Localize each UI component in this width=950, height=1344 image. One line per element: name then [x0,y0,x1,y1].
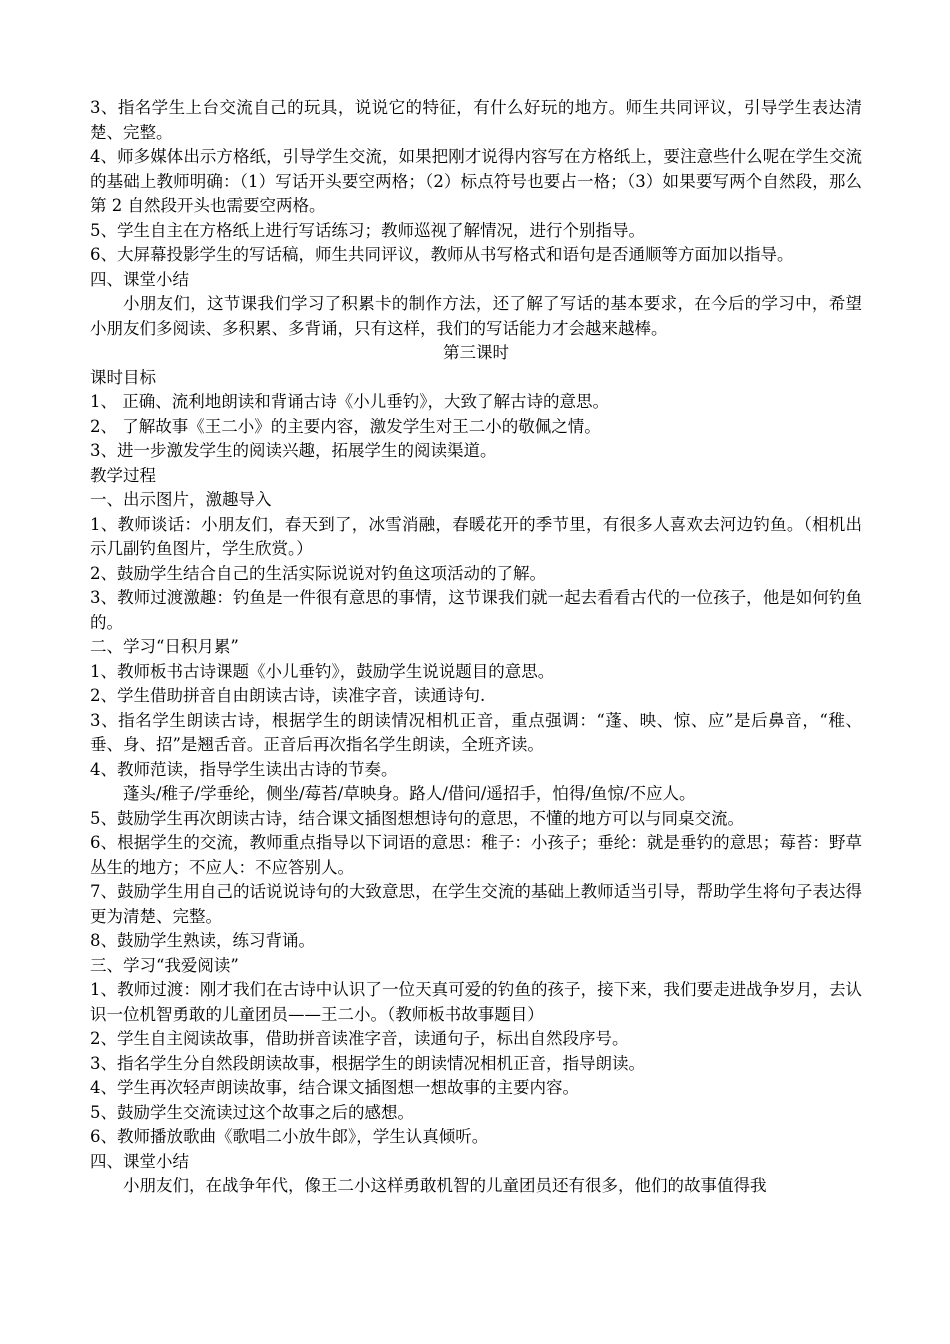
poem-step-5: 5、鼓励学生再次朗读古诗，结合课文插图想想诗句的意思，不懂的地方可以与同桌交流。 [90,808,744,828]
reading-step-3: 3、指名学生分自然段朗读故事，根据学生的朗读情况相机正音，指导朗读。 [90,1053,645,1073]
poem-step-8: 8、鼓励学生熟读，练习背诵。 [90,931,315,950]
intro-step-2: 2、鼓励学生结合自己的生活实际说说对钓鱼这项活动的了解。 [90,563,546,583]
poem-step-1: 1、教师板书古诗课题《小儿垂钓》，鼓励学生说说题目的意思。 [90,661,555,681]
reading-step-6: 6、教师播放歌曲《歌唱二小放牛郎》，学生认真倾听。 [90,1127,489,1146]
reading-step-4: 4、学生再次轻声朗读故事，结合课文插图想一想故事的主要内容。 [90,1078,579,1097]
paragraph-step-6: 6、大屏幕投影学生的写话稿，师生共同评议，教师从书写格式和语句是否通顺等方面加以指导。 [90,245,794,264]
paragraph-step-4: 4、师多媒体出示方格纸，引导学生交流，如果把刚才说得内容写在方格纸上，要注意些什么呢在学生交流的基础上教师明确：（1）写话开头要空两格；（2）标点符号也要占一格；（3）如果要写两个自然段，那么第 2 自然段开头也需要空两格。 [90,147,862,215]
paragraph-step-5: 5、学生自主在方格纸上进行写话练习；教师巡视了解情况，进行个别指导。 [90,220,645,240]
poem-step-3: 3、指名学生朗读古诗，根据学生的朗读情况相机正音，重点强调：“蓬、映、惊、应”是后鼻音，“稚、垂、身、招”是翘舌音。正音后再次指名学生朗读，全班齐读。 [90,710,862,754]
reading-step-2: 2、学生自主阅读故事，借助拼音读准字音，读通句子，标出自然段序号。 [90,1029,629,1048]
reading-step-5: 5、鼓励学生交流读过这个故事之后的感想。 [90,1102,414,1122]
section-heading-objectives: 课时目标 [90,367,156,387]
section-heading-reading: 三、学习“我爱阅读” [90,955,239,975]
objective-2: 2、 了解故事《王二小》的主要内容，激发学生对王二小的敬佩之情。 [90,416,601,436]
section-heading-summary: 四、课堂小结 [90,269,189,289]
poem-step-7: 7、鼓励学生用自己的话说说诗句的大致意思，在学生交流的基础上教师适当引导，帮助学生将句子表达得更为清楚、完整。 [90,882,862,926]
reading-step-1: 1、教师过渡：刚才我们在古诗中认识了一位天真可爱的钓鱼的孩子，接下来，我们要走进战争岁月，去认识一位机智勇敢的儿童团员——王二小。（教师板书故事题目） [90,980,862,1024]
poem-step-6: 6、根据学生的交流，教师重点指导以下词语的意思：稚子：小孩子；垂纶：就是垂钓的意思；莓苔：野草丛生的地方；不应人：不应答别人。 [90,833,862,877]
objective-1: 1、 正确、流利地朗读和背诵古诗《小儿垂钓》，大致了解古诗的意思。 [90,392,609,411]
intro-step-3: 3、教师过渡激趣：钓鱼是一件很有意思的事情，这节课我们就一起去看看古代的一位孩子，他是如何钓鱼的。 [90,588,862,632]
section-heading-process: 教学过程 [90,465,156,485]
intro-step-1: 1、教师谈话：小朋友们，春天到了，冰雪消融，春暖花开的季节里，有很多人喜欢去河边钓鱼。（相机出示几副钓鱼图片，学生欣赏。） [90,514,862,558]
poem-step-2: 2、学生借助拼音自由朗读古诗，读准字音，读通诗句. [90,686,486,705]
poem-rhythm: 蓬头/稚子/学垂纶，侧坐/莓苔/草映身。路人/借问/遥招手，怕得/鱼惊/不应人。 [123,784,696,803]
section-heading-intro: 一、出示图片，激趣导入 [90,490,272,509]
document-page [90,96,862,1199]
section-heading-poem: 二、学习“日积月累” [90,637,239,656]
section-heading-summary-2: 四、课堂小结 [90,1151,189,1171]
paragraph-step-3: 3、指名学生上台交流自己的玩具，说说它的特征，有什么好玩的地方。师生共同评议，引导学生表达清楚、完整。 [90,98,862,142]
objective-3: 3、进一步激发学生的阅读兴趣，拓展学生的阅读渠道。 [90,441,497,460]
lesson-title: 第三课时 [443,343,509,362]
paragraph-summary: 小朋友们，这节课我们学习了积累卡的制作方法，还了解了写话的基本要求，在今后的学习中，希望小朋友们多阅读、多积累、多背诵，只有这样，我们的写话能力才会越来越棒。 [90,294,862,338]
paragraph-summary-2: 小朋友们，在战争年代，像王二小这样勇敢机智的儿童团员还有很多，他们的故事值得我 [123,1176,767,1195]
poem-step-4: 4、教师范读，指导学生读出古诗的节奏。 [90,759,398,779]
